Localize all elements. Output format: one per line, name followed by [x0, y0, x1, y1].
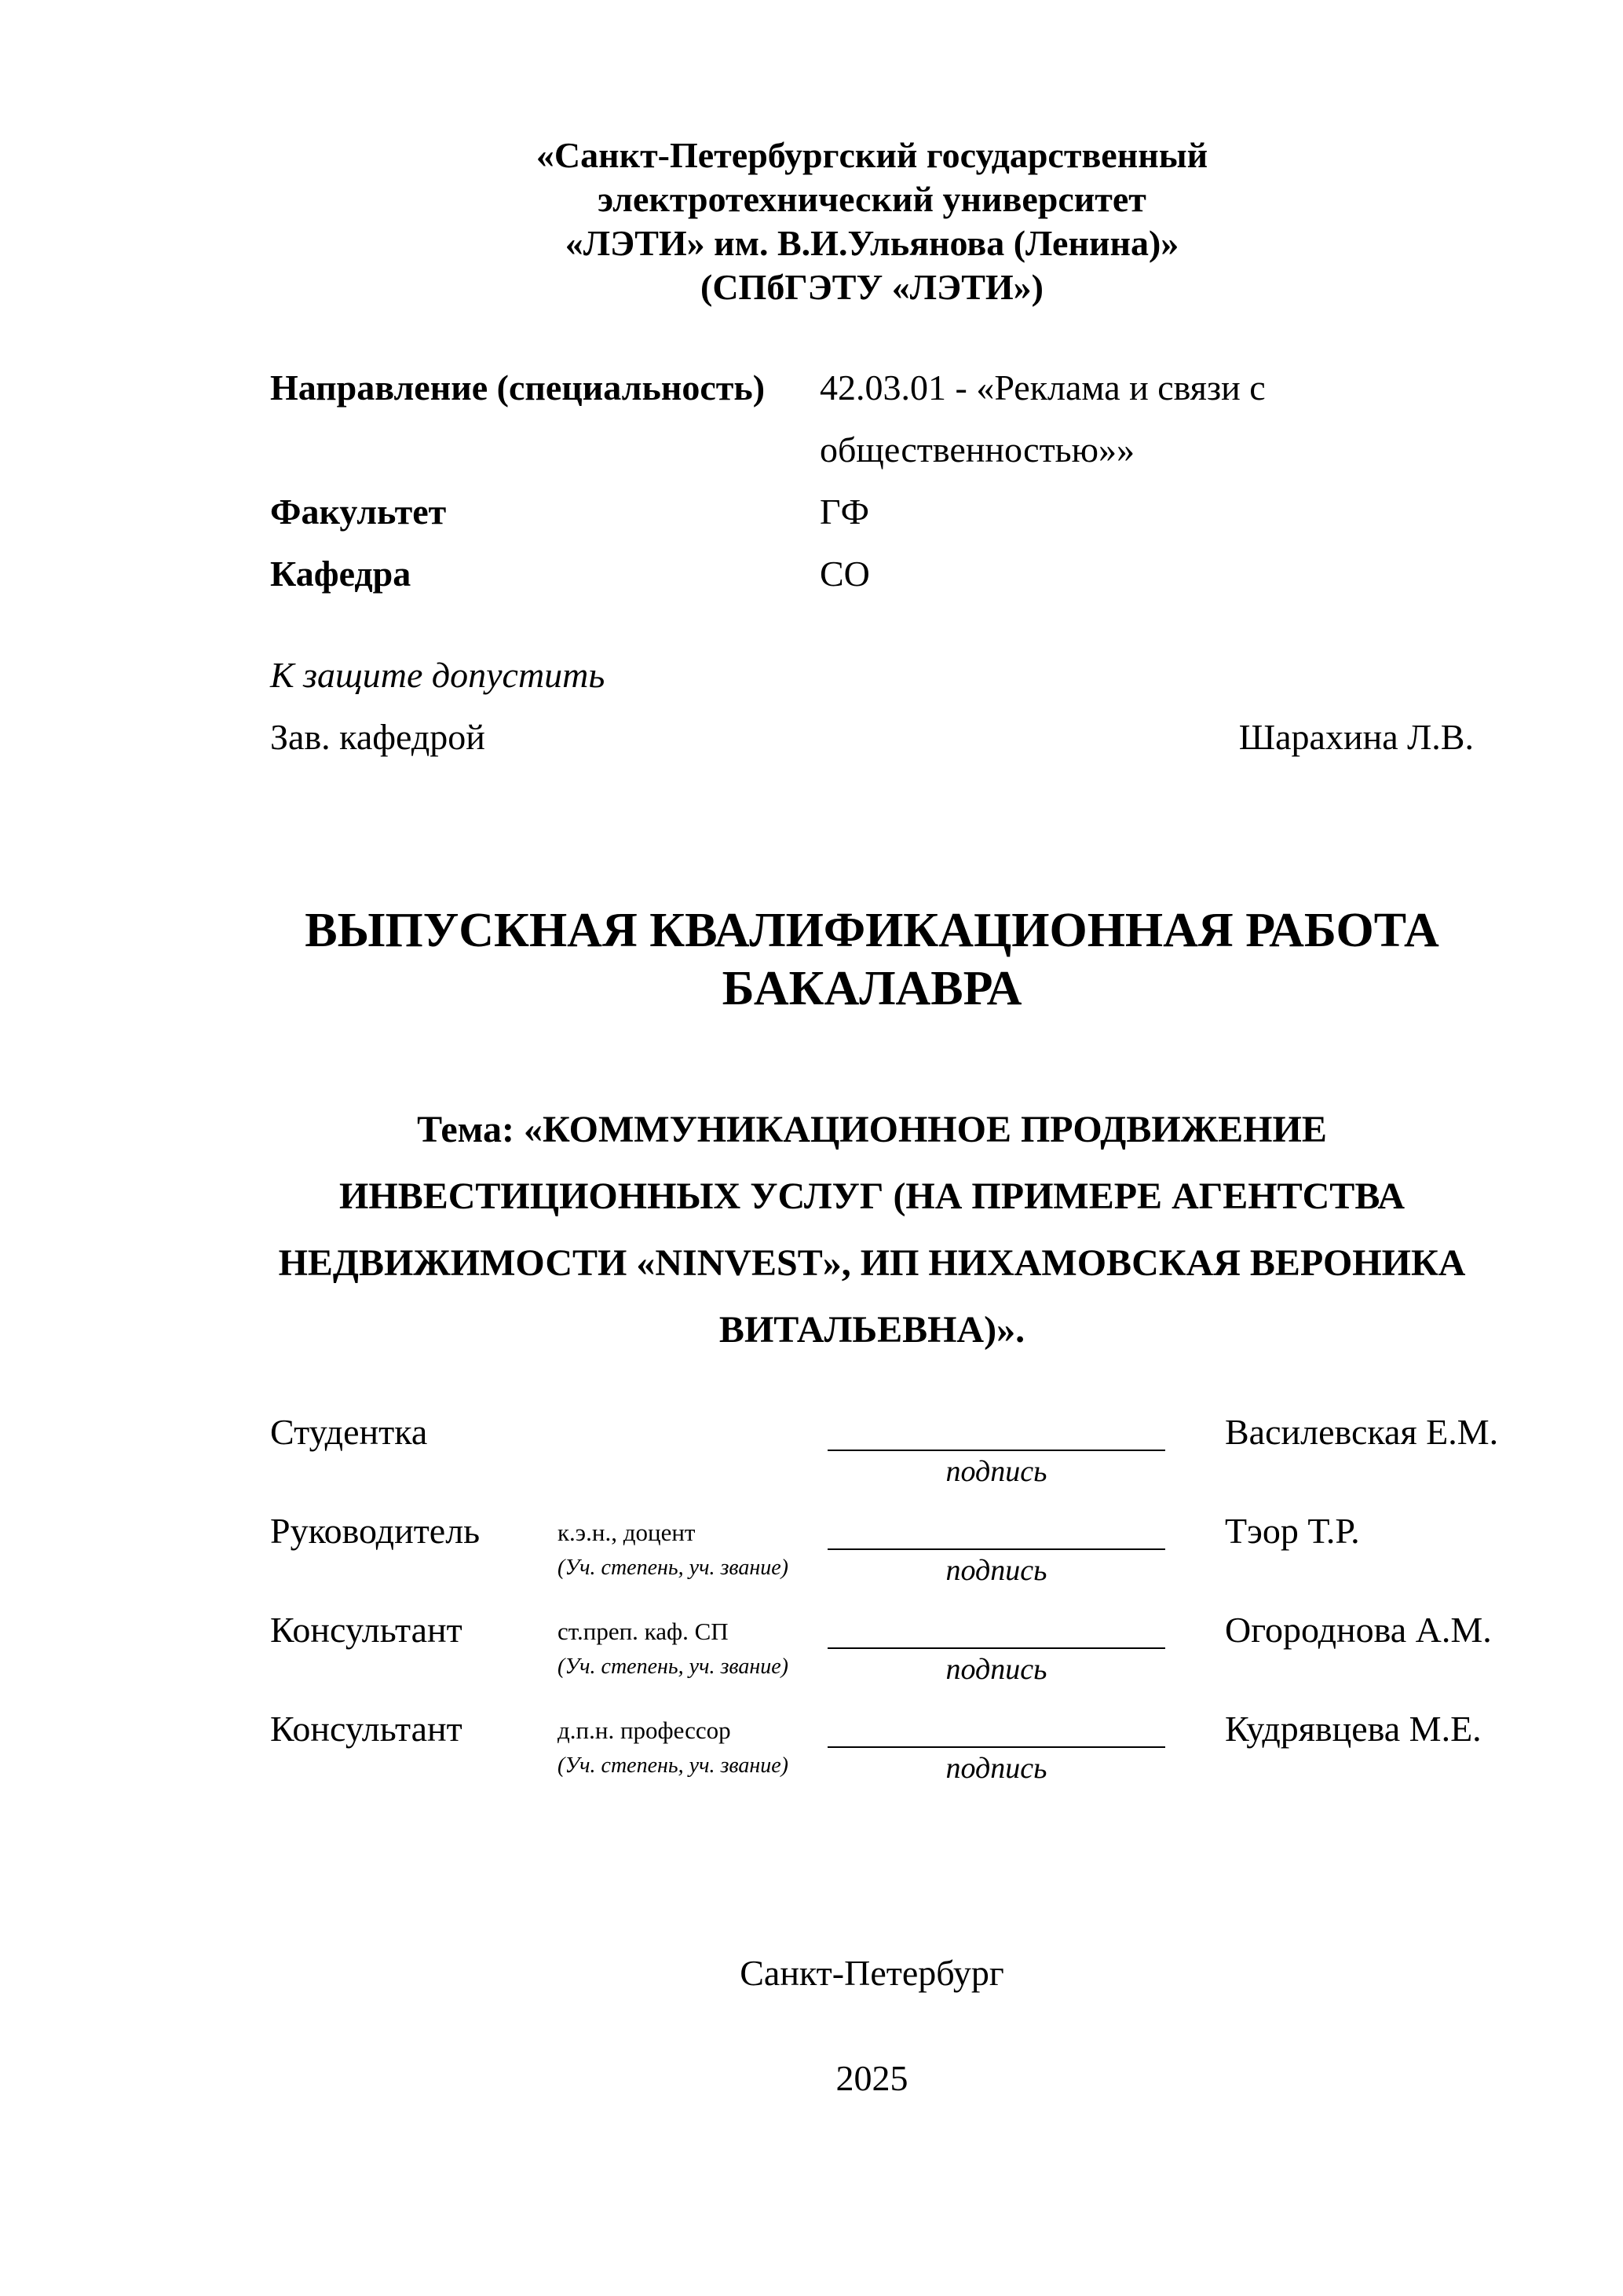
footer-city: Санкт-Петербург: [740, 1953, 1004, 1993]
detail-row-faculty: [270, 481, 1474, 543]
admission-phrase: К защите допустить: [270, 655, 605, 695]
signature-area: [828, 1707, 1165, 1789]
university-line-2: электротехнический университет: [598, 179, 1146, 219]
signature-row-consultant-1: [270, 1608, 1492, 1690]
signature-role: Руководитель: [270, 1511, 481, 1551]
footer: [270, 1954, 1474, 2098]
signature-area: [828, 1509, 1165, 1591]
admission-section: [270, 644, 1474, 768]
signature-degree: [557, 1707, 828, 1779]
signature-area: [828, 1410, 1165, 1492]
main-title: [270, 901, 1474, 1018]
faculty-label: Факультет: [270, 492, 447, 532]
signature-name: Огороднова А.М.: [1225, 1610, 1492, 1650]
signature-line: [828, 1707, 1165, 1748]
university-line-4: (СПбГЭТУ «ЛЭТИ»): [700, 267, 1044, 307]
degree-text: ст.преп. каф. СП: [557, 1618, 729, 1645]
degree-text: к.э.н., доцент: [557, 1519, 696, 1546]
signature-row-consultant-2: [270, 1707, 1482, 1789]
signature-row-student: [270, 1410, 1499, 1492]
signature-line: [828, 1410, 1165, 1451]
signature-role: Студентка: [270, 1412, 428, 1452]
signature-name: Василевская Е.М.: [1225, 1412, 1499, 1452]
signature-area: [828, 1608, 1165, 1690]
detail-row-direction: [270, 356, 1474, 481]
detail-row-department: [270, 543, 1474, 605]
signature-degree: [557, 1410, 828, 1420]
degree-caption: (Уч. степень, уч. звание): [557, 1654, 788, 1679]
signature-caption: подпись: [945, 1455, 1047, 1488]
main-title-line-1: ВЫПУСКНАЯ КВАЛИФИКАЦИОННАЯ РАБОТА: [305, 904, 1439, 957]
head-of-department-label: Зав. кафедрой: [270, 717, 485, 757]
signature-name: Тэор Т.Р.: [1225, 1511, 1360, 1551]
signature-degree: [557, 1509, 828, 1581]
degree-caption: (Уч. степень, уч. звание): [557, 1556, 788, 1580]
signature-role: Консультант: [270, 1610, 462, 1650]
faculty-value: ГФ: [820, 492, 869, 532]
signatures-section: [270, 1410, 1499, 1789]
university-line-1: «Санкт-Петербургский государственный: [536, 135, 1208, 175]
signature-role: Консультант: [270, 1709, 462, 1749]
head-of-department-row: [270, 706, 1474, 768]
university-header: [270, 133, 1474, 309]
signature-caption: подпись: [945, 1554, 1047, 1587]
head-of-department-name: Шарахина Л.В.: [1238, 717, 1474, 757]
signature-caption: подпись: [945, 1752, 1047, 1785]
signature-line: [828, 1608, 1165, 1649]
direction-value: 42.03.01 - «Реклама и связи с общественностью»»: [820, 367, 1266, 470]
signature-caption: подпись: [945, 1653, 1047, 1686]
thesis-theme: Тема: «КОММУНИКАЦИОННОЕ ПРОДВИЖЕНИЕ ИНВЕСТИЦИОННЫХ УСЛУГ (НА ПРИМЕРЕ АГЕНТСТВА НЕДВИЖИМОСТИ «NINVEST», ИП НИХАМОВСКАЯ ВЕРОНИКА ВИТАЛЬЕВНА)».: [278, 1109, 1466, 1351]
signature-line: [828, 1509, 1165, 1550]
degree-caption: (Уч. степень, уч. звание): [557, 1753, 788, 1778]
main-title-line-2: БАКАЛАВРА: [722, 962, 1022, 1015]
footer-year: 2025: [835, 2058, 908, 2098]
direction-label: Направление (специальность): [270, 367, 766, 408]
department-value: СО: [820, 554, 870, 594]
details-section: [270, 356, 1474, 605]
signature-name: Кудрявцева М.Е.: [1225, 1709, 1482, 1749]
signature-row-supervisor: [270, 1509, 1474, 1591]
department-label: Кафедра: [270, 554, 411, 594]
university-line-3: «ЛЭТИ» им. В.И.Ульянова (Ленина)»: [565, 223, 1179, 263]
signature-degree: [557, 1608, 828, 1680]
degree-text: д.п.н. профессор: [557, 1717, 731, 1744]
